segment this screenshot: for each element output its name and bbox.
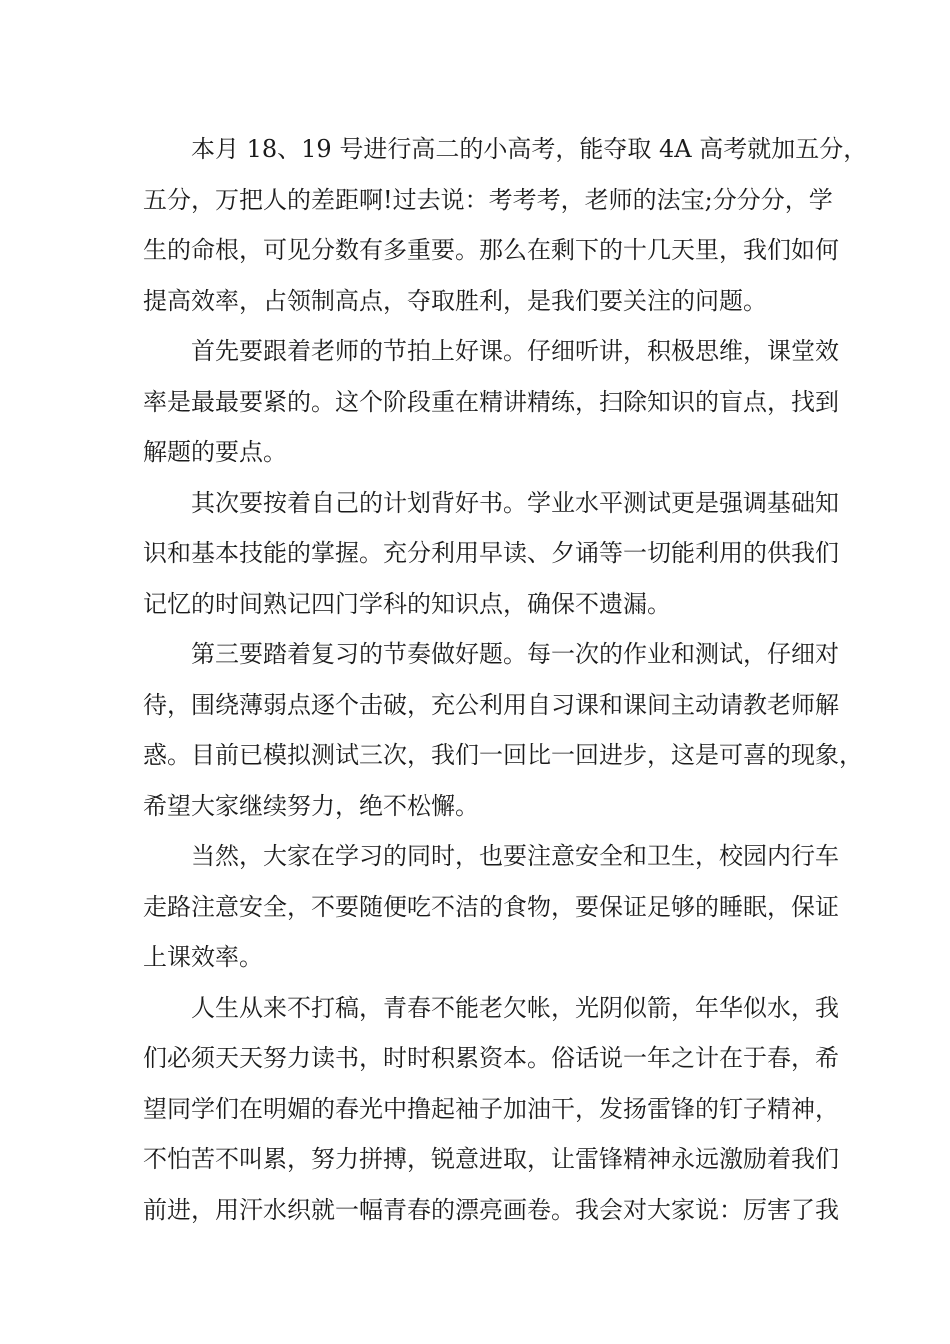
paragraph-line: 不怕苦不叫累，努力拼搏，锐意进取，让雷锋精神永远激励着我们 [143, 1145, 839, 1173]
paragraph-line: 生的命根，可见分数有多重要。那么在剩下的十几天里，我们如何 [143, 236, 839, 264]
paragraph-line: 记忆的时间熟记四门学科的知识点，确保不遗漏。 [143, 589, 671, 618]
paragraph-4 [143, 629, 863, 831]
paragraph-line: 率是最最要紧的。这个阶段重在精讲精练，扫除知识的盲点，找到 [143, 387, 839, 416]
paragraph-2 [143, 326, 839, 478]
paragraph-line: 走路注意安全，不要随便吃不洁的食物，要保证足够的睡眠，保证 [143, 892, 839, 921]
paragraph-line: 本月 18、19 号进行高二的小高考，能夺取 4A 高考就加五分， [191, 135, 868, 163]
paragraph-line: 们必须天天努力读书，时时积累资本。俗话说一年之计在于春，希 [143, 1044, 839, 1072]
paragraph-line: 前进，用汗水织就一幅青春的漂亮画卷。我会对大家说：厉害了我 [143, 1195, 839, 1224]
paragraph-line: 上课效率。 [143, 943, 263, 971]
paragraph-5 [143, 831, 839, 983]
paragraph-line: 首先要跟着老师的节拍上好课。仔细听讲，积极思维，课堂效 [191, 337, 839, 365]
paragraph-line: 人生从来不打稿，青春不能老欠帐，光阴似箭，年华似水，我 [191, 993, 839, 1022]
paragraph-line: 惑。目前已模拟测试三次，我们一回比一回进步，这是可喜的现象， [143, 741, 863, 769]
document-body [143, 124, 868, 1235]
paragraph-line: 当然，大家在学习的同时，也要注意安全和卫生，校园内行车 [191, 842, 839, 870]
paragraph-line: 五分，万把人的差距啊!过去说：考考考，老师的法宝;分分分，学 [143, 185, 833, 214]
paragraph-line: 识和基本技能的掌握。充分利用早读、夕诵等一切能利用的供我们 [143, 539, 839, 567]
paragraph-3 [143, 478, 839, 630]
paragraph-line: 其次要按着自己的计划背好书。学业水平测试更是强调基础知 [191, 488, 839, 517]
paragraph-line: 待，围绕薄弱点逐个击破，充公利用自习课和课间主动请教老师解 [143, 690, 839, 719]
paragraph-line: 第三要踏着复习的节奏做好题。每一次的作业和测试，仔细对 [191, 640, 839, 668]
paragraph-line: 提高效率，占领制高点，夺取胜利，是我们要关注的问题。 [143, 286, 767, 315]
paragraph-line: 希望大家继续努力，绝不松懈。 [143, 791, 479, 820]
paragraph-line: 解题的要点。 [143, 438, 287, 466]
paragraph-1 [143, 124, 868, 326]
paragraph-line: 望同学们在明媚的春光中撸起袖子加油干，发扬雷锋的钉子精神， [143, 1094, 839, 1123]
paragraph-6 [143, 983, 839, 1236]
